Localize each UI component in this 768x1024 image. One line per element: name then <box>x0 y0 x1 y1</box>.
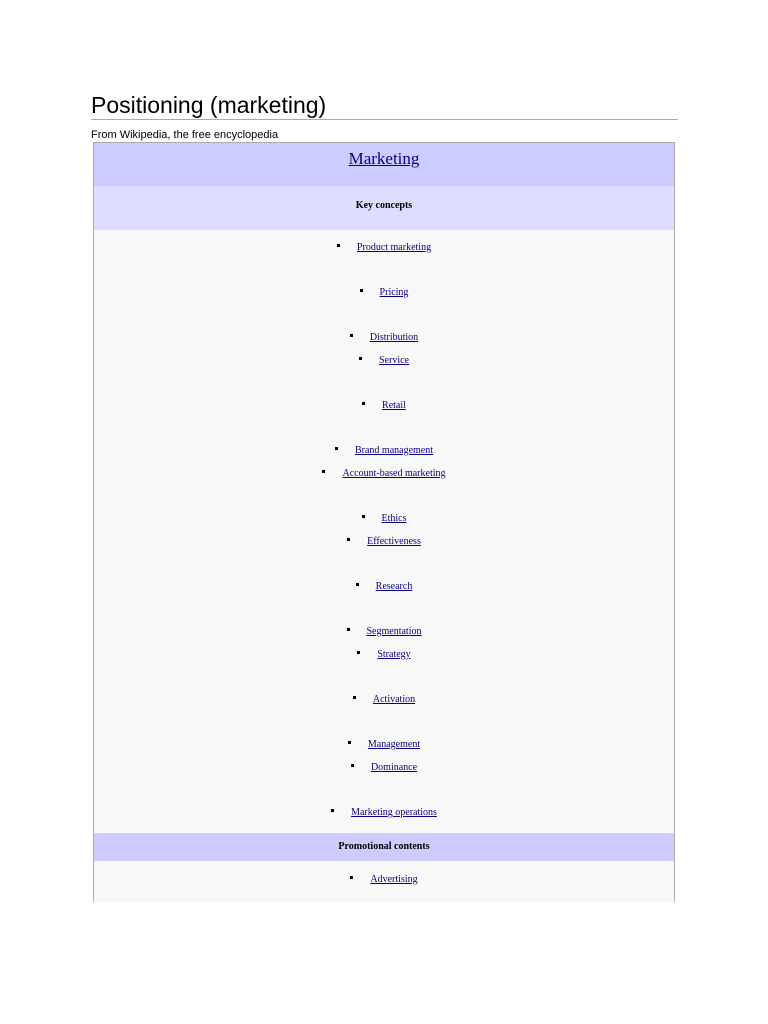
list-item <box>94 354 674 368</box>
bullet-icon <box>360 289 363 292</box>
list-item <box>94 444 674 458</box>
link-brand-management[interactable]: Brand management <box>354 445 434 456</box>
navbox-group-header <box>94 186 674 230</box>
bullet-icon <box>347 628 350 631</box>
list-item <box>94 331 674 345</box>
link-segmentation[interactable]: Segmentation <box>366 626 422 637</box>
navbox-subgroup-header <box>94 833 674 861</box>
list-item <box>94 286 674 300</box>
list-item <box>94 580 674 594</box>
link-research[interactable]: Research <box>375 581 413 592</box>
bullet-icon <box>322 470 325 473</box>
list-item <box>94 648 674 662</box>
bullet-icon <box>347 538 350 541</box>
bullet-icon <box>350 876 353 879</box>
bullet-icon <box>351 764 354 767</box>
link-ethics[interactable]: Ethics <box>381 513 407 524</box>
list-item <box>94 693 674 707</box>
link-pricing[interactable]: Pricing <box>379 287 409 298</box>
link-activation[interactable]: Activation <box>372 694 416 705</box>
list-item <box>94 512 674 526</box>
link-service[interactable]: Service <box>379 355 409 366</box>
link-distribution[interactable]: Distribution <box>369 332 419 343</box>
site-tagline: From Wikipedia, the free encyclopedia <box>91 129 279 141</box>
bullet-icon <box>350 334 353 337</box>
bullet-icon <box>353 696 356 699</box>
link-advertising[interactable]: Advertising <box>370 874 418 885</box>
list-item <box>94 399 674 413</box>
list-item <box>94 467 674 481</box>
bullet-icon <box>356 583 359 586</box>
bullet-icon <box>348 741 351 744</box>
list-item <box>94 241 674 255</box>
navbox-title-bar <box>94 143 674 186</box>
bullet-icon <box>337 244 340 247</box>
page-title: Positioning (marketing) <box>91 92 327 118</box>
link-marketing-operations[interactable]: Marketing operations <box>351 807 437 818</box>
link-account-based-marketing[interactable]: Account-based marketing <box>342 468 446 479</box>
bullet-icon <box>362 402 365 405</box>
list-item <box>94 806 674 820</box>
navbox-title-link[interactable]: Marketing <box>348 149 420 168</box>
bullet-icon <box>362 515 365 518</box>
list-item <box>94 738 674 752</box>
marketing-navbox <box>93 142 675 902</box>
bullet-icon <box>335 447 338 450</box>
bullet-icon <box>359 357 362 360</box>
title-divider <box>91 119 678 120</box>
link-strategy[interactable]: Strategy <box>377 649 411 660</box>
link-product-marketing[interactable]: Product marketing <box>356 242 432 253</box>
list-item <box>94 535 674 549</box>
list-item <box>94 761 674 775</box>
link-management[interactable]: Management <box>367 739 421 750</box>
link-dominance[interactable]: Dominance <box>370 762 418 773</box>
bullet-icon <box>357 651 360 654</box>
list-item <box>94 873 674 887</box>
list-item <box>94 625 674 639</box>
group-heading: Key concepts <box>355 200 413 211</box>
link-retail[interactable]: Retail <box>382 400 406 411</box>
link-effectiveness[interactable]: Effectiveness <box>367 536 421 547</box>
subgroup-heading: Promotional contents <box>338 841 430 852</box>
bullet-icon <box>331 809 334 812</box>
